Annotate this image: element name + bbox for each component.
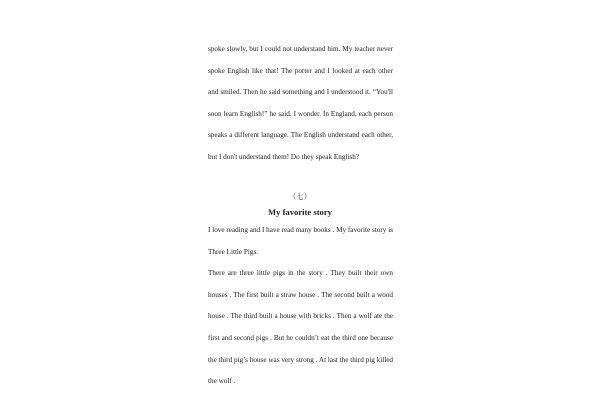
passage-paragraph-top: spoke slowly, but I could not understand him. My teacher never spoke English like that! The porter and I looked at each other and smiled. Then he said something and I understood it. “You'll soon learn English!” he said. I wonder. In England, each person speaks a different language. The English understand each other, but I don't understand them! Do they speak English? bbox=[208, 45, 393, 161]
section-number: （七） bbox=[288, 192, 312, 201]
story-paragraph-1: I love reading and I have read many books . My favorite story is Three Little Pigs. bbox=[208, 226, 393, 256]
story-title: My favorite story bbox=[268, 207, 332, 217]
story-paragraph-2: There are three little pigs in the story . They built their own houses . The first built a straw house . The second built a wood house . The third built a house with bricks . Then a wolf ate the first and second pigs . But he couldn’t eat the third one because the third pig’s house was very strong . At last the third pig killed the wolf . bbox=[208, 269, 393, 386]
story-body bbox=[208, 220, 393, 393]
